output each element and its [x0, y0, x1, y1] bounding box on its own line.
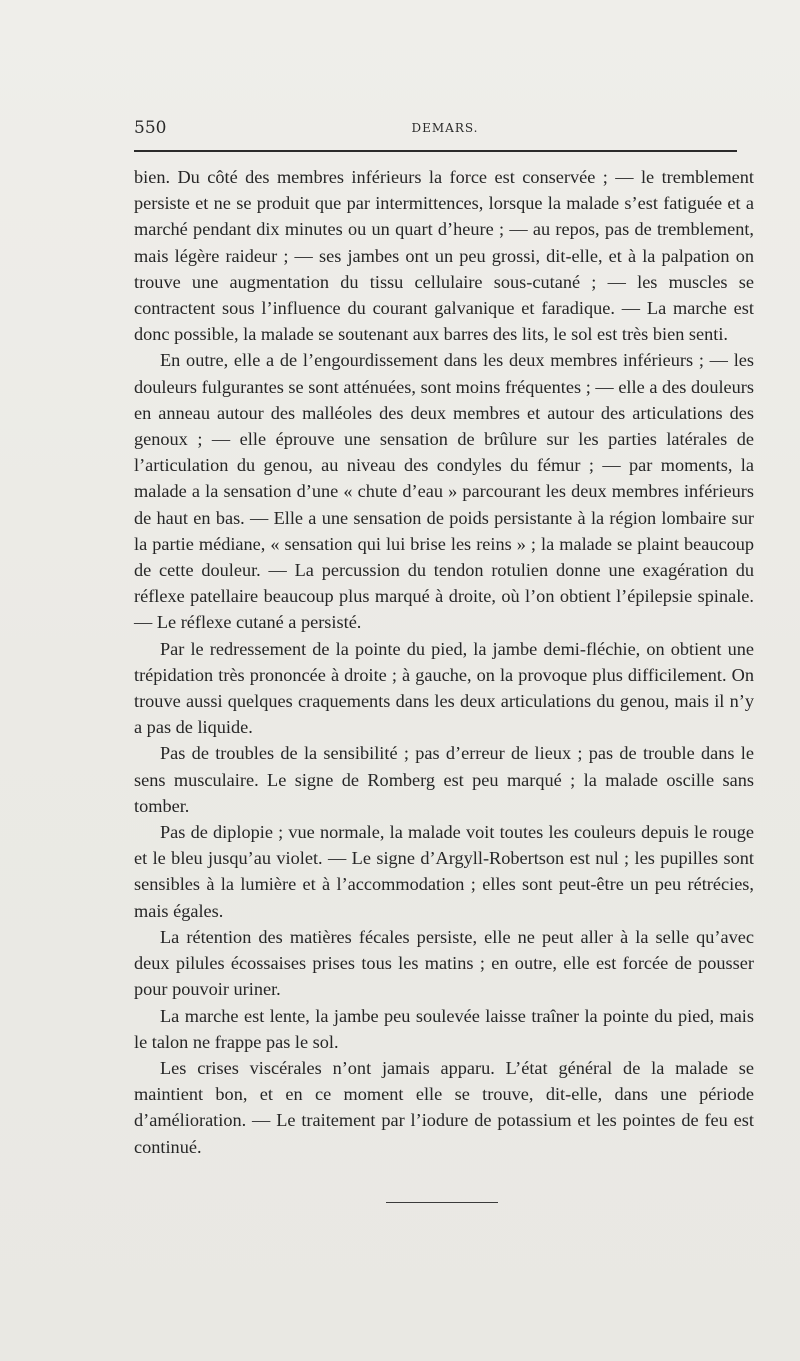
page-number: 550 [134, 118, 167, 138]
paragraph: Pas de troubles de la sensibilité ; pas d’erreur de lieux ; pas de trouble dans le sens musculaire. Le signe de Romberg est peu marqué ; la malade oscille sans tomber. [134, 743, 754, 816]
paragraph: bien. Du côté des membres inférieurs la force est conservée ; — le tremblement persiste et ne se produit que par intermittences, lorsque la malade s’est fatiguée et a marché pendant dix minutes ou un quart d’heure ; — au repos, pas de tremblement, mais légère raideur ; — ses jambes ont un peu grossi, dit-elle, et à la palpation on trouve une augmentation du tissu cellulaire sous-cutané ; — les muscles se contractent sous l’influence du courant galvanique et faradique. — La marche est donc possible, la malade se soutenant aux barres des lits, le sol est très bien senti. [134, 167, 754, 345]
paragraph: Pas de diplopie ; vue normale, la malade voit toutes les couleurs depuis le rouge et le bleu jusqu’au violet. — Le signe d’Argyll-Robertson est nul ; les pupilles sont sensibles à la lumière et à l’accommodation ; elles sont peut-être un peu rétrécies, mais égales. [134, 822, 754, 921]
running-head: DEMARS. [411, 121, 479, 135]
paragraph: La rétention des matières fécales persiste, elle ne peut aller à la selle qu’avec deux pilules écossaises prises tous les matins ; en outre, elle est forcée de pousser pour pouvoir uriner. [134, 926, 754, 1000]
header-rule [134, 150, 737, 152]
paragraph: Par le redressement de la pointe du pied, la jambe demi-fléchie, on obtient une trépidation très prononcée à droite ; à gauche, on la provoque plus difficilement. On trouve aussi quelques craquements dans les deux articulations du genou, mais il n’y a pas de liquide. [134, 638, 754, 738]
paragraph: Les crises viscérales n’ont jamais apparu. L’état général de la malade se maintient bon, et en ce moment elle se trouve, dit-elle, dans une période d’amélioration. — Le traitement par l’iodure de potassium et les pointes de feu est continué. [134, 1057, 754, 1157]
paragraph: La marche est lente, la jambe peu soulevée laisse traîner la pointe du pied, mais le talon ne frappe pas le sol. [134, 1005, 754, 1052]
page-header [134, 118, 756, 142]
body-text [134, 164, 754, 1160]
section-end-rule [386, 1202, 498, 1203]
paragraph: En outre, elle a de l’engourdissement dans les deux membres inférieurs ; — les douleurs fulgurantes se sont atténuées, sont moins fréquentes ; — elle a des douleurs en anneau autour des malléoles des deux membres et autour des articulations des genoux ; — elle éprouve une sensation de brûlure sur les parties latérales de l’articulation du genou, au niveau des condyles du fémur ; — par moments, la malade a la sensation d’une « chute d’eau » parcourant les deux membres inférieurs de haut en bas. — Elle a une sensation de poids persistante à la région lombaire sur la partie médiane, « sensation qui lui brise les reins » ; la malade se plaint beaucoup de cette douleur. — La percussion du tendon rotulien donne une exagération du réflexe patellaire beaucoup plus marqué à droite, où l’on obtient l’épilepsie spinale. — Le réflexe cutané a persisté. [134, 350, 754, 633]
